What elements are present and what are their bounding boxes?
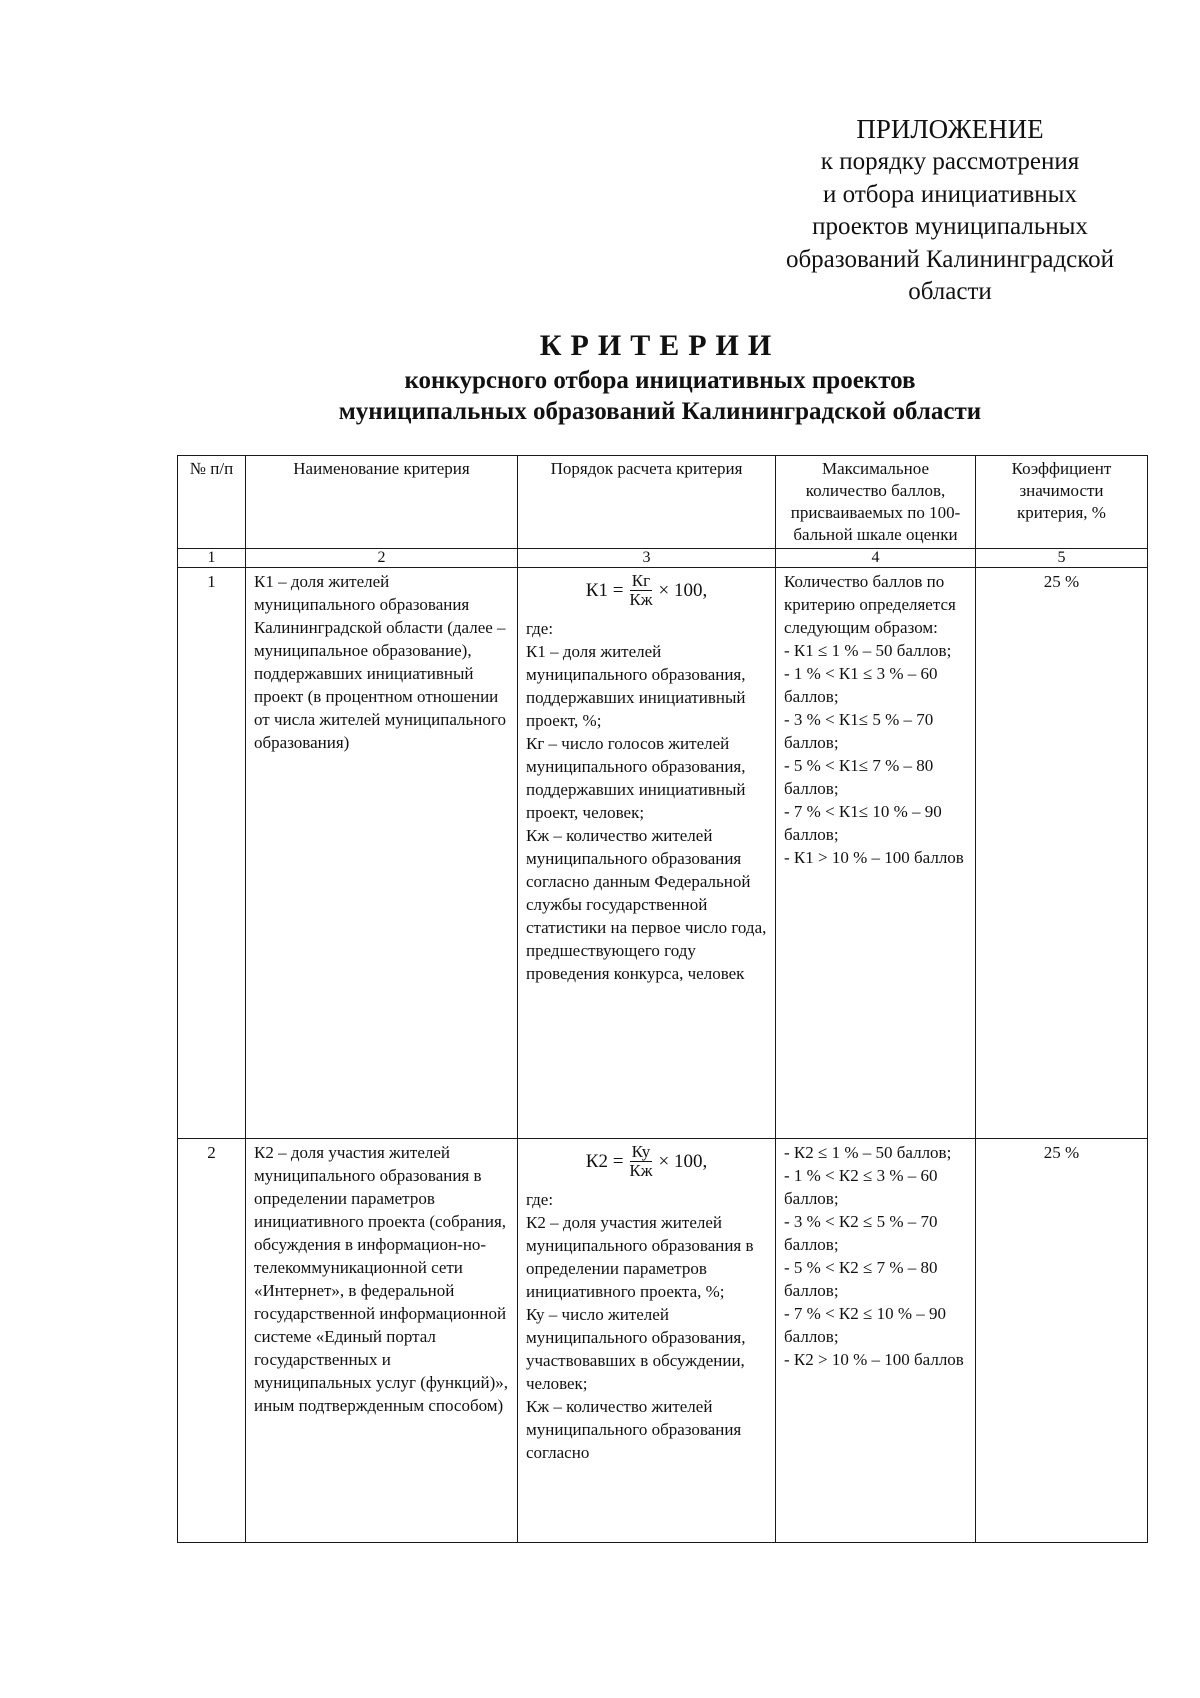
column-number: 4: [776, 549, 976, 568]
header-number: № п/п: [178, 456, 246, 549]
header-name: Наименование критерия: [246, 456, 518, 549]
table-row: [178, 1139, 1148, 1543]
formula-rhs: × 100,: [658, 1151, 708, 1172]
criterion-calc-cell: [518, 1139, 776, 1543]
table-header-row: [178, 456, 1148, 549]
formula-fraction: [627, 1143, 654, 1180]
formula: [526, 572, 767, 609]
formula-numerator: Ку: [631, 1142, 651, 1161]
criteria-table: [177, 455, 1148, 1543]
column-number: 1: [178, 549, 246, 568]
formula-lhs: К2 =: [585, 1151, 624, 1172]
document-subtitle-line: муниципальных образований Калининградской области: [338, 398, 982, 425]
criterion-coefficient: 25 %: [976, 568, 1148, 1139]
appendix-line: к порядку рассмотрения: [820, 148, 1080, 175]
formula-denominator: Кж: [629, 1161, 653, 1180]
formula-denominator: Кж: [629, 590, 653, 609]
appendix-block: [740, 112, 1160, 309]
row-number: 2: [178, 1139, 246, 1543]
document-heading: [160, 327, 1160, 427]
criterion-coefficient: 25 %: [976, 1139, 1148, 1543]
formula-numerator: Кг: [631, 571, 651, 590]
column-number-row: [178, 549, 1148, 568]
header-calc: Порядок расчета критерия: [518, 456, 776, 549]
appendix-line: образований Калининградской: [785, 245, 1115, 273]
row-number: 1: [178, 568, 246, 1139]
formula-rhs: × 100,: [658, 580, 708, 601]
criterion-points: - К2 ≤ 1 % – 50 баллов; - 1 % < К2 ≤ 3 % – 60 баллов; - 3 % < К2 ≤ 5 % – 70 баллов; - 5 % < К2 ≤ 7 % – 80 баллов; - 7 % < К2 ≤ 10 % – 90 баллов; - К2 > 10 % – 100 баллов: [776, 1139, 976, 1543]
appendix-title: ПРИЛОЖЕНИЕ: [856, 114, 1044, 144]
column-number: 2: [246, 549, 518, 568]
document-title: КРИТЕРИИ: [539, 329, 781, 362]
appendix-line: и отбора инициативных: [823, 180, 1077, 208]
criterion-name: К2 – доля участия жителей муниципального образования в определении параметров инициативного проекта (собрания, обсуждения в информацион-но-телекоммуникационной сети «Интернет», в федеральной государственной информационной системе «Единый портал государственных и муниципальных услуг (функций)», иным подтвержденным способом): [246, 1139, 518, 1543]
formula: [526, 1143, 767, 1180]
criterion-calc-cell: [518, 568, 776, 1139]
column-number: 3: [518, 549, 776, 568]
criterion-points: Количество баллов по критерию определяется следующим образом: - К1 ≤ 1 % – 50 баллов; - 1 % < К1 ≤ 3 % – 60 баллов; - 3 % < К1≤ 5 % – 70 баллов; - 5 % < К1≤ 7 % – 80 баллов; - 7 % < К1≤ 10 % – 90 баллов; - К1 > 10 % – 100 баллов: [776, 568, 976, 1139]
formula-lhs: К1 =: [585, 580, 624, 601]
appendix-line: области: [908, 278, 992, 305]
header-coefficient: Коэффициент значимости критерия, %: [976, 456, 1148, 549]
document-subtitle-line: конкурсного отбора инициативных проектов: [404, 367, 916, 394]
criterion-calc-text: где: К2 – доля участия жителей муниципального образования в определении параметров инициативного проекта, %; Ку – число жителей муниципального образования, участвовавших в обсуждении, человек; Кж – количество жителей муниципального образования согласно: [526, 1190, 754, 1462]
column-number: 5: [976, 549, 1148, 568]
criterion-calc-text: где: К1 – доля жителей муниципального образования, поддержавших инициативный проект, %; Кг – число голосов жителей муниципального образования, поддержавших инициативный проект, человек; Кж – количество жителей муниципального образования согласно данным Федеральной службы государственной статистики на первое число года, предшествующего году проведения конкурса, человек: [526, 619, 767, 983]
criterion-name: К1 – доля жителей муниципального образования Калининградской области (далее – муниципальное образование), поддержавших инициативный проект (в процентном отношении от числа жителей муниципального образования): [246, 568, 518, 1139]
formula-fraction: [627, 572, 654, 609]
table-row: [178, 568, 1148, 1139]
header-points: Максимальное количество баллов, присваиваемых по 100-бальной шкале оценки: [776, 456, 976, 549]
appendix-line: проектов муниципальных: [812, 213, 1088, 240]
